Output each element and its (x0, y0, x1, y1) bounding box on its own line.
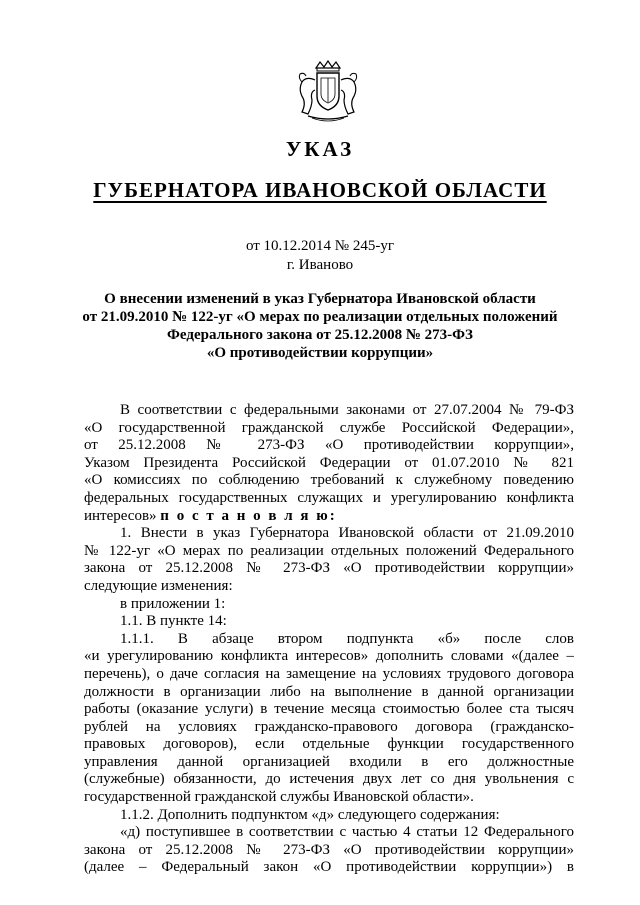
body-line: должности в организации либо на выполнение в данной организации (84, 683, 574, 700)
heading-line: «О противодействии коррупции» (206, 345, 434, 361)
body-line: 1.1. В пункте 14: (120, 613, 227, 630)
document-date-number: от 10.12.2014 № 245-уг (245, 238, 395, 254)
body-line: № 122-уг «О мерах по реализации отдельных положений Федерального (84, 542, 574, 559)
coat-of-arms-icon (288, 60, 368, 124)
document-city: г. Иваново (286, 257, 354, 273)
body-line: управления данной организацией входили в его должностные (84, 753, 574, 770)
document-subtitle: ГУБЕРНАТОРА ИВАНОВСКОЙ ОБЛАСТИ (93, 178, 547, 202)
body-line: 1.1.1. В абзаце втором подпункта «б» после слов (120, 630, 574, 647)
body-line-with-resolve (84, 508, 574, 526)
body-line: «и урегулированию конфликта интересов» дополнить словами «(далее – (84, 648, 574, 665)
body-line: 1. Внести в указ Губернатора Ивановской области от 21.09.2010 (120, 525, 574, 542)
heading-line: Федерального закона от 25.12.2008 № 273-ФЗ (167, 327, 473, 343)
body-line: «д) поступившее в соответствии с частью 4 статьи 12 Федерального (120, 824, 574, 841)
body-line: «О государственной гражданской службе Российской Федерации», (84, 419, 574, 436)
body-line: закона от 25.12.2008 № 273-ФЗ «О противодействии коррупции» (84, 841, 574, 858)
body-line: государственной гражданской службы Ивановской области». (84, 789, 474, 806)
heading-line: О внесении изменений в указ Губернатора Ивановской области (104, 291, 536, 307)
body-line: работы (оказание услуги) в течение месяца стоимостью более ста тысяч (84, 701, 574, 718)
heading-line: от 21.09.2010 № 122-уг «О мерах по реализации отдельных положений (82, 309, 558, 325)
body-line: следующие изменения: (84, 577, 233, 594)
body-line: федеральных государственных служащих и урегулированию конфликта (84, 489, 574, 506)
document-title: УКАЗ (285, 137, 355, 161)
body-line: 1.1.2. Дополнить подпунктом «д» следующего содержания: (120, 806, 500, 823)
body-line: рублей на условиях гражданско-правового договора (гражданско- (84, 718, 574, 735)
body-line: «О комиссиях по соблюдению требований к служебному поведению (84, 472, 574, 489)
body-line: Указом Президента Российской Федерации от 01.07.2010 № 821 (84, 454, 574, 471)
body-line: В соответствии с федеральными законами от 27.07.2004 № 79-ФЗ (120, 402, 574, 418)
body-line: закона от 25.12.2008 № 273-ФЗ «О противодействии коррупции» (84, 560, 574, 577)
body-line-text: интересов» (84, 507, 157, 524)
body-line: перечень), о даче согласия на замещение на условиях трудового договора (84, 665, 574, 682)
body-line: от 25.12.2008 № 273-ФЗ «О противодействии коррупции», (84, 437, 574, 454)
resolve-word: п о с т а н о в л я ю: (160, 507, 337, 524)
body-line: правовых договоров), если отдельные функции государственного (84, 736, 574, 753)
document-body (84, 402, 574, 877)
body-line: (далее – Федеральный закон «О противодействии коррупции») в (84, 859, 574, 876)
body-line: в приложении 1: (120, 595, 226, 612)
body-line: (служебные) обязанности, до истечения двух лет со дня увольнения с (84, 771, 574, 788)
document-heading (60, 290, 580, 362)
